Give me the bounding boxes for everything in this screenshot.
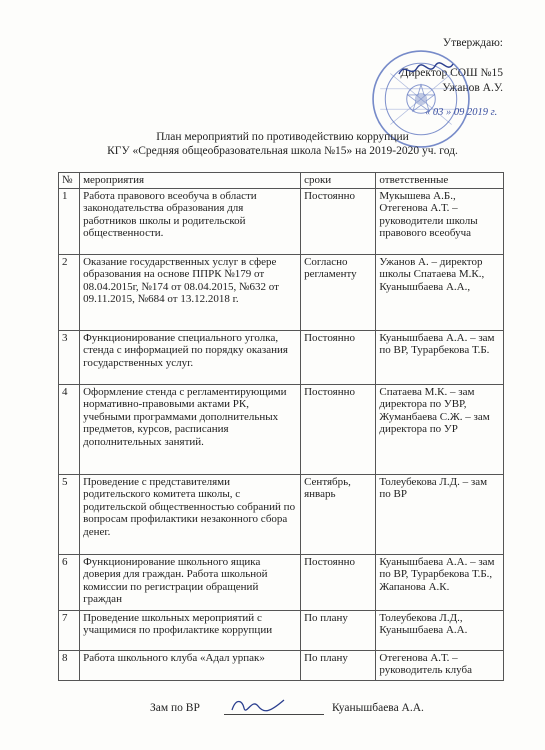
row-responsible: Мукышева А.Б., Отегенова А.Т. – руководители школы правового всеобуча bbox=[376, 188, 504, 254]
table-row bbox=[59, 554, 504, 610]
row-number: 3 bbox=[59, 330, 80, 384]
row-activity: Проведение школьных мероприятий с учащимися по профилактике коррупции bbox=[80, 610, 301, 650]
row-activity: Работа правового всеобуча в области законодательства образования для работников школы и родительской общественности. bbox=[80, 188, 301, 254]
table-row bbox=[59, 610, 504, 650]
header-activity: мероприятия bbox=[80, 173, 301, 189]
row-responsible: Ужанов А. – директор школы Спатаева М.К., Куанышбаева А.А., bbox=[376, 254, 504, 330]
document-title bbox=[60, 130, 505, 158]
footer-name: Куанышбаева А.А. bbox=[332, 702, 424, 714]
title-line-1: План мероприятий по противодействию коррупции bbox=[156, 131, 409, 143]
signature-underline bbox=[224, 714, 324, 715]
row-term: По плану bbox=[301, 650, 376, 680]
row-term: Постоянно bbox=[301, 384, 376, 474]
header-term: сроки bbox=[301, 173, 376, 189]
row-term: Сентябрь, январь bbox=[301, 474, 376, 554]
row-number: 5 bbox=[59, 474, 80, 554]
approval-date: « 03 » 09 2019 г. bbox=[425, 107, 498, 118]
row-term: Согласно регламенту bbox=[301, 254, 376, 330]
row-number: 1 bbox=[59, 188, 80, 254]
row-number: 2 bbox=[59, 254, 80, 330]
table-row bbox=[59, 384, 504, 474]
footer-position: Зам по ВР bbox=[150, 702, 200, 714]
table-row bbox=[59, 650, 504, 680]
row-term: Постоянно bbox=[301, 188, 376, 254]
row-number: 8 bbox=[59, 650, 80, 680]
row-term: Постоянно bbox=[301, 330, 376, 384]
row-number: 7 bbox=[59, 610, 80, 650]
row-activity: Оформление стенда с регламентирующими нормативно-правовыми актами РК, учебными программами дополнительных предметов, курсов, расписания дополнительных занятий. bbox=[80, 384, 301, 474]
row-term: По плану bbox=[301, 610, 376, 650]
approval-name: Ужанов А.У. bbox=[442, 82, 503, 94]
row-responsible: Отегенова А.Т. – руководитель клуба bbox=[376, 650, 504, 680]
table-header-row bbox=[59, 173, 504, 189]
header-responsible: ответственные bbox=[376, 173, 504, 189]
table-row bbox=[59, 254, 504, 330]
director-signature bbox=[395, 60, 455, 80]
table-row bbox=[59, 188, 504, 254]
row-activity: Функционирование специального уголка, стенда с информацией по порядку оказания государственных услуг. bbox=[80, 330, 301, 384]
approval-label: Утверждаю: bbox=[442, 37, 503, 49]
header-number: № bbox=[59, 173, 80, 189]
measures-table bbox=[58, 172, 504, 681]
row-number: 4 bbox=[59, 384, 80, 474]
row-responsible: Куанышбаева А.А. – зам по ВР, Турарбекова Т.Б. bbox=[376, 330, 504, 384]
row-activity: Оказание государственных услуг в сфере образования на основе ППРК №179 от 08.04.2015г, №174 от 08.04.2015, №632 от 09.11.2015, №684 от 13.12.2018 г. bbox=[80, 254, 301, 330]
row-activity: Функционирование школьного ящика доверия для граждан. Работа школьной комиссии по регистрации обращений граждан bbox=[80, 554, 301, 610]
table-row bbox=[59, 474, 504, 554]
row-activity: Работа школьного клуба «Адал урпак» bbox=[80, 650, 301, 680]
row-responsible: Куанышбаева А.А. – зам по ВР, Турарбекова Т.Б., Жапанова А.К. bbox=[376, 554, 504, 610]
table-row bbox=[59, 330, 504, 384]
row-number: 6 bbox=[59, 554, 80, 610]
row-responsible: Спатаева М.К. – зам директора по УВР, Жуманбаева С.Ж. – зам директора по УР bbox=[376, 384, 504, 474]
row-activity: Проведение с представителями родительского комитета школы, с родительской общественностью собраний по вопросам профилактики незаконного сбора денег. bbox=[80, 474, 301, 554]
row-responsible: Толеубекова Л.Д. – зам по ВР bbox=[376, 474, 504, 554]
deputy-signature bbox=[228, 694, 288, 716]
approval-position: Директор СОШ №15 bbox=[400, 67, 503, 79]
row-term: Постоянно bbox=[301, 554, 376, 610]
row-responsible: Толеубекова Л.Д., Куанышбаева А.А. bbox=[376, 610, 504, 650]
title-line-2: КГУ «Средняя общеобразовательная школа №15» на 2019-2020 уч. год. bbox=[107, 145, 458, 157]
